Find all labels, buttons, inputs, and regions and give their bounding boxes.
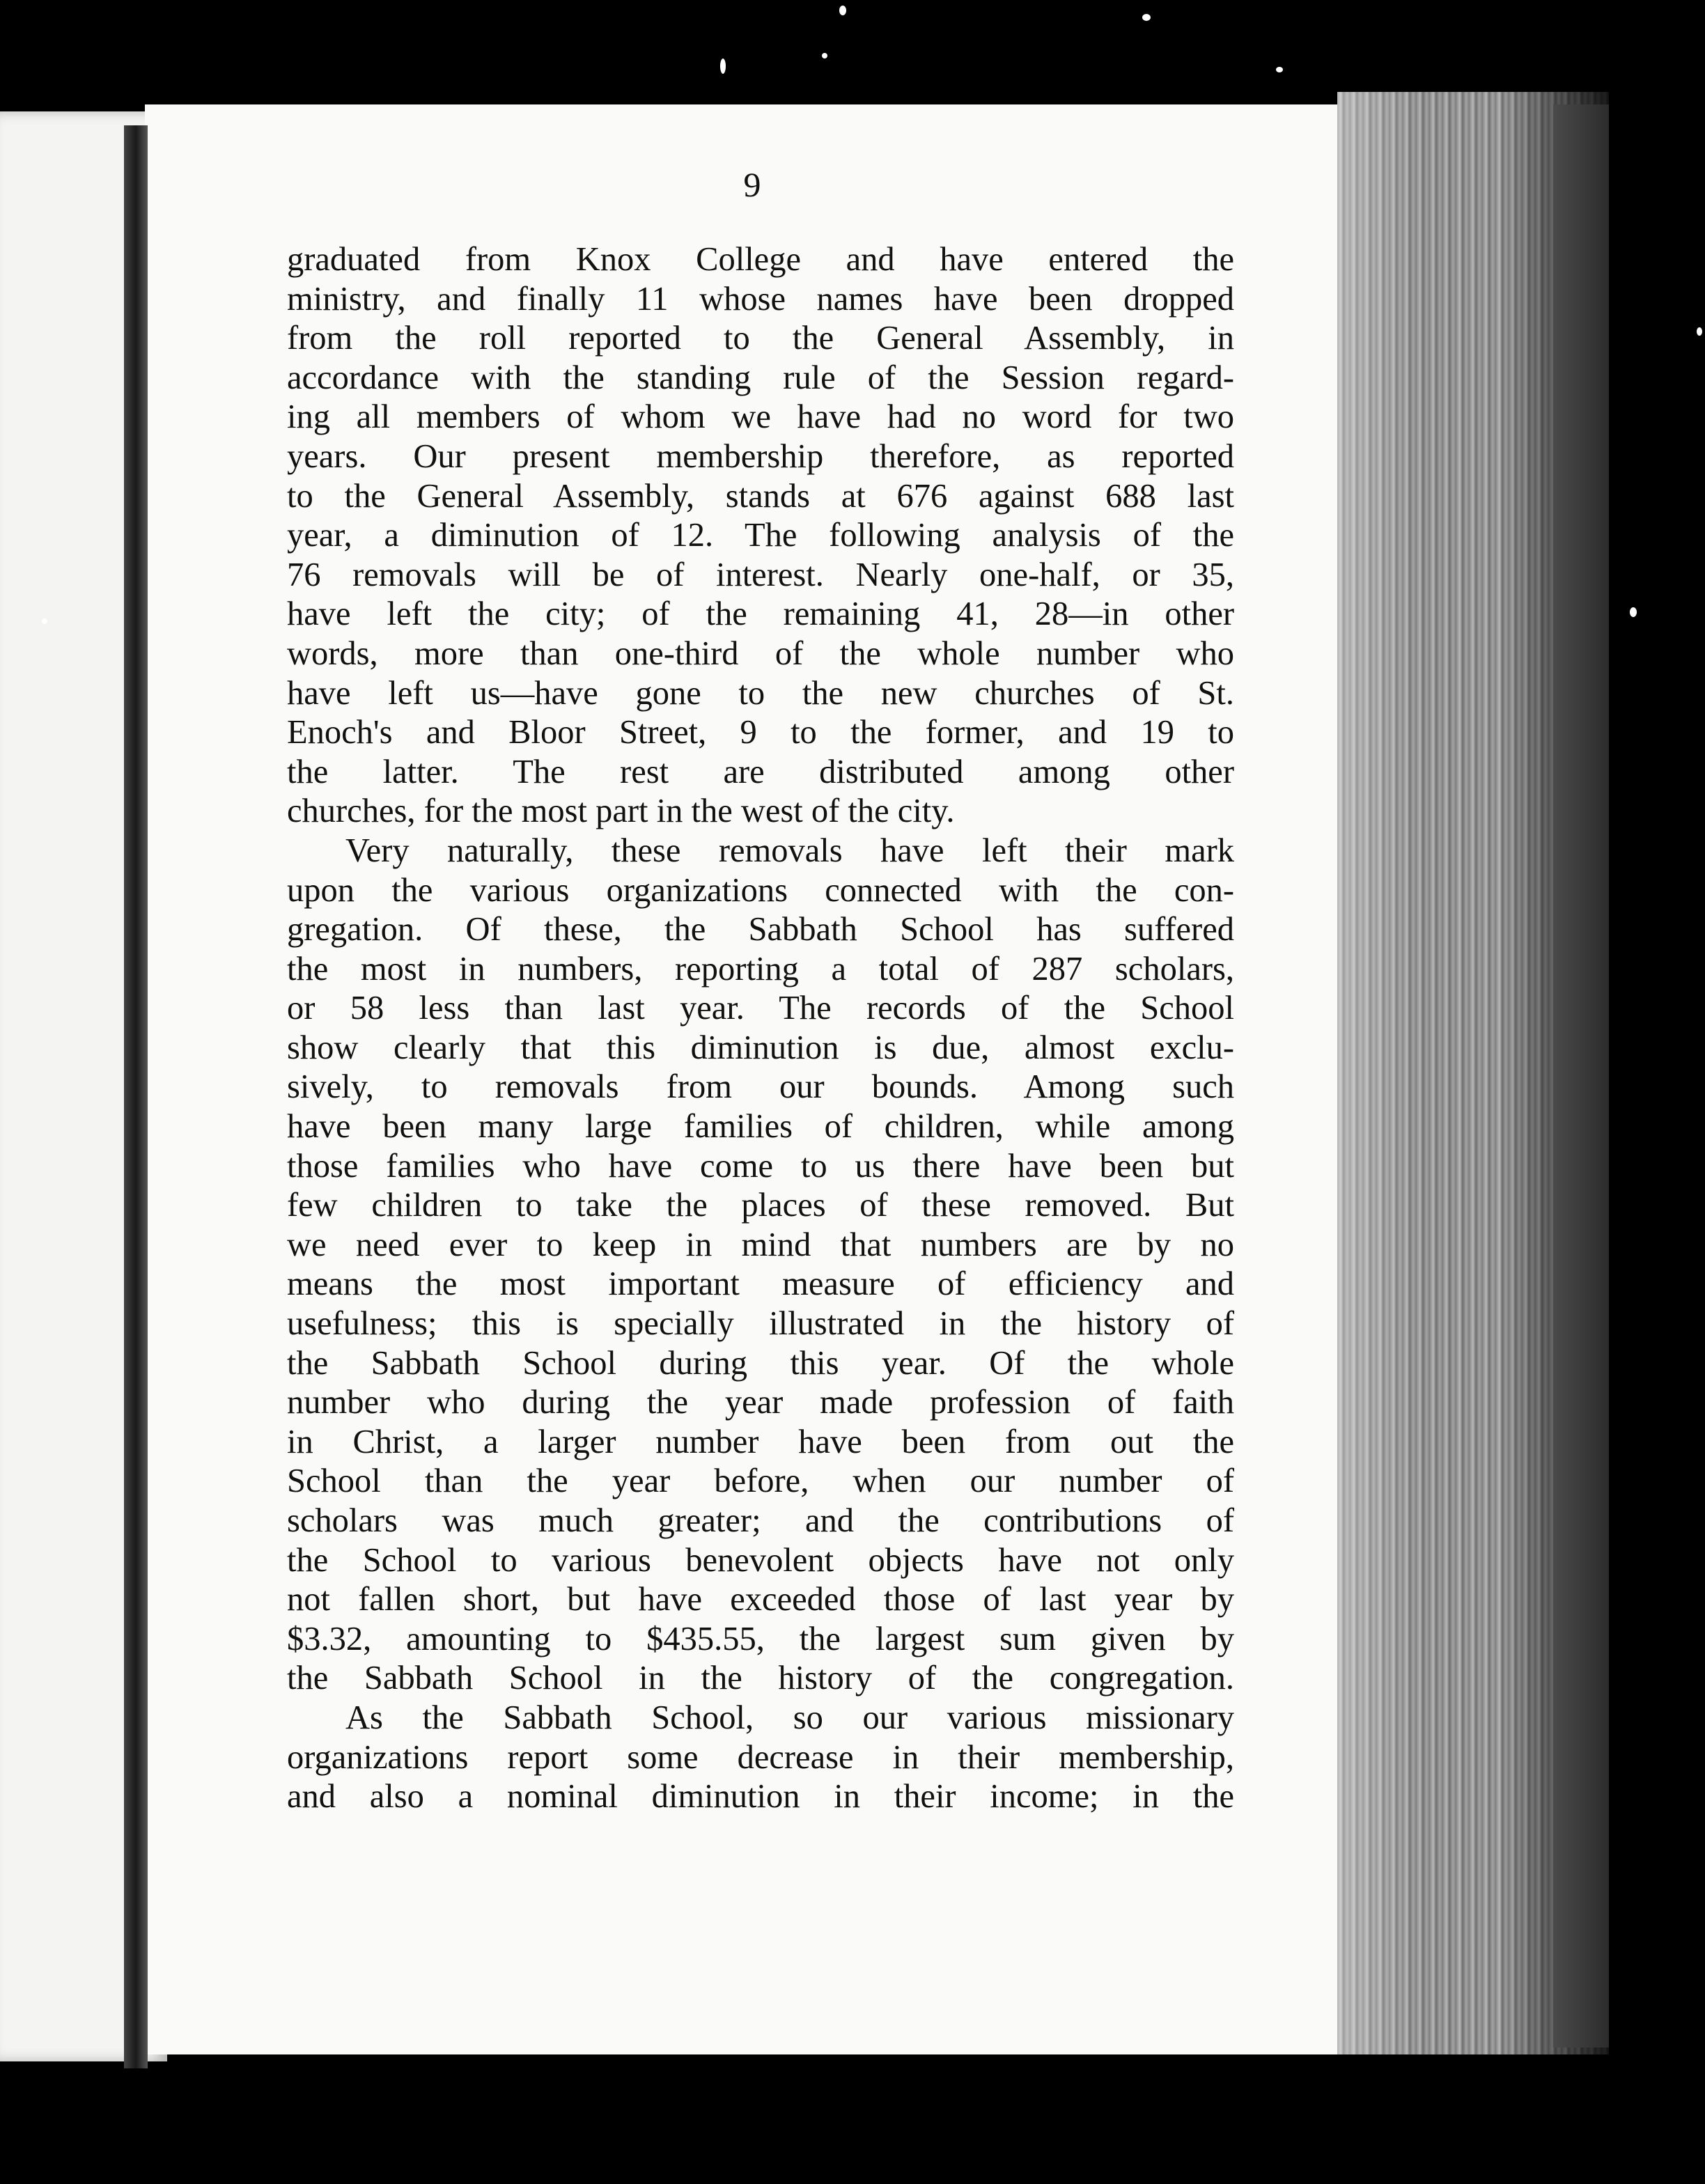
- text-line: not fallen short, but have exceeded those of last year by: [287, 1581, 1234, 1618]
- text-line: scholars was much greater; and the contributions of: [287, 1502, 1234, 1539]
- text-line: accordance with the standing rule of the Session regard-: [287, 359, 1234, 396]
- text-line: and also a nominal diminution in their income; in the: [287, 1778, 1234, 1816]
- text-line: the School to various benevolent objects have not only: [287, 1541, 1234, 1579]
- dust-speck: [839, 6, 846, 15]
- text-line: upon the various organizations connected with the con-: [287, 871, 1234, 909]
- book-gutter: [124, 125, 148, 2068]
- text-line: the Sabbath School in the history of the congregation.: [287, 1660, 1234, 1697]
- dust-speck: [1276, 67, 1283, 72]
- dust-speck: [822, 53, 827, 58]
- text-line: have been many large families of children, while among: [287, 1108, 1234, 1146]
- text-line: Enoch's and Bloor Street, 9 to the former, and 19 to: [287, 714, 1234, 751]
- text-line: in Christ, a larger number have been from out the: [287, 1423, 1234, 1460]
- text-line: churches, for the most part in the west of the city.: [287, 793, 955, 830]
- text-line: few children to take the places of these removed. But: [287, 1187, 1234, 1224]
- text-line: organizations report some decrease in their membership,: [287, 1738, 1234, 1776]
- text-line: those families who have come to us there have been but: [287, 1147, 1234, 1185]
- text-line: usefulness; this is specially illustrated in the history of: [287, 1305, 1234, 1343]
- text-line: means the most important measure of efficiency and: [287, 1265, 1234, 1303]
- text-line: graduated from Knox College and have entered the: [287, 241, 1234, 278]
- text-line: have left the city; of the remaining 41, 28—in other: [287, 595, 1234, 633]
- text-line: ing all members of whom we have had no word for two: [287, 398, 1234, 436]
- text-line: to the General Assembly, stands at 676 against 688 last: [287, 477, 1234, 515]
- dust-speck: [1697, 327, 1702, 336]
- text-line: the most in numbers, reporting a total of 287 scholars,: [287, 950, 1234, 988]
- text-line: from the roll reported to the General Assembly, in: [287, 320, 1234, 357]
- text-line: have left us—have gone to the new churches of St.: [287, 674, 1234, 712]
- text-line: years. Our present membership therefore, as reported: [287, 437, 1234, 475]
- text-line: words, more than one-third of the whole number who: [287, 634, 1234, 672]
- text-line: the Sabbath School during this year. Of the whole: [287, 1344, 1234, 1382]
- text-line: year, a diminution of 12. The following analysis of the: [287, 517, 1234, 554]
- text-line: or 58 less than last year. The records of the School: [287, 990, 1234, 1027]
- text-line: number who during the year made profession of faith: [287, 1384, 1234, 1421]
- page-number: 9: [743, 165, 761, 204]
- text-line: sively, to removals from our bounds. Among such: [287, 1068, 1234, 1106]
- dust-speck: [1630, 607, 1637, 617]
- dust-speck: [720, 58, 726, 74]
- text-line: gregation. Of these, the Sabbath School has suffered: [287, 911, 1234, 949]
- text-line: School than the year before, when our number of: [287, 1462, 1234, 1500]
- text-line: $3.32, amounting to $435.55, the largest sum given by: [287, 1620, 1234, 1658]
- text-line: we need ever to keep in mind that numbers are by no: [287, 1226, 1234, 1263]
- text-line: As the Sabbath School, so our various missionary: [345, 1699, 1234, 1736]
- text-line: ministry, and finally 11 whose names have been dropped: [287, 280, 1234, 318]
- text-line: the latter. The rest are distributed among other: [287, 753, 1234, 790]
- text-line: show clearly that this diminution is due, almost exclu-: [287, 1029, 1234, 1066]
- page-block-edge-dark: [1553, 104, 1609, 2048]
- body-text: [287, 240, 1234, 1817]
- dust-speck: [42, 618, 47, 624]
- text-line: 76 removals will be of interest. Nearly one-half, or 35,: [287, 556, 1234, 593]
- text-line: Very naturally, these removals have left their mark: [345, 832, 1234, 869]
- dust-speck: [1142, 14, 1151, 21]
